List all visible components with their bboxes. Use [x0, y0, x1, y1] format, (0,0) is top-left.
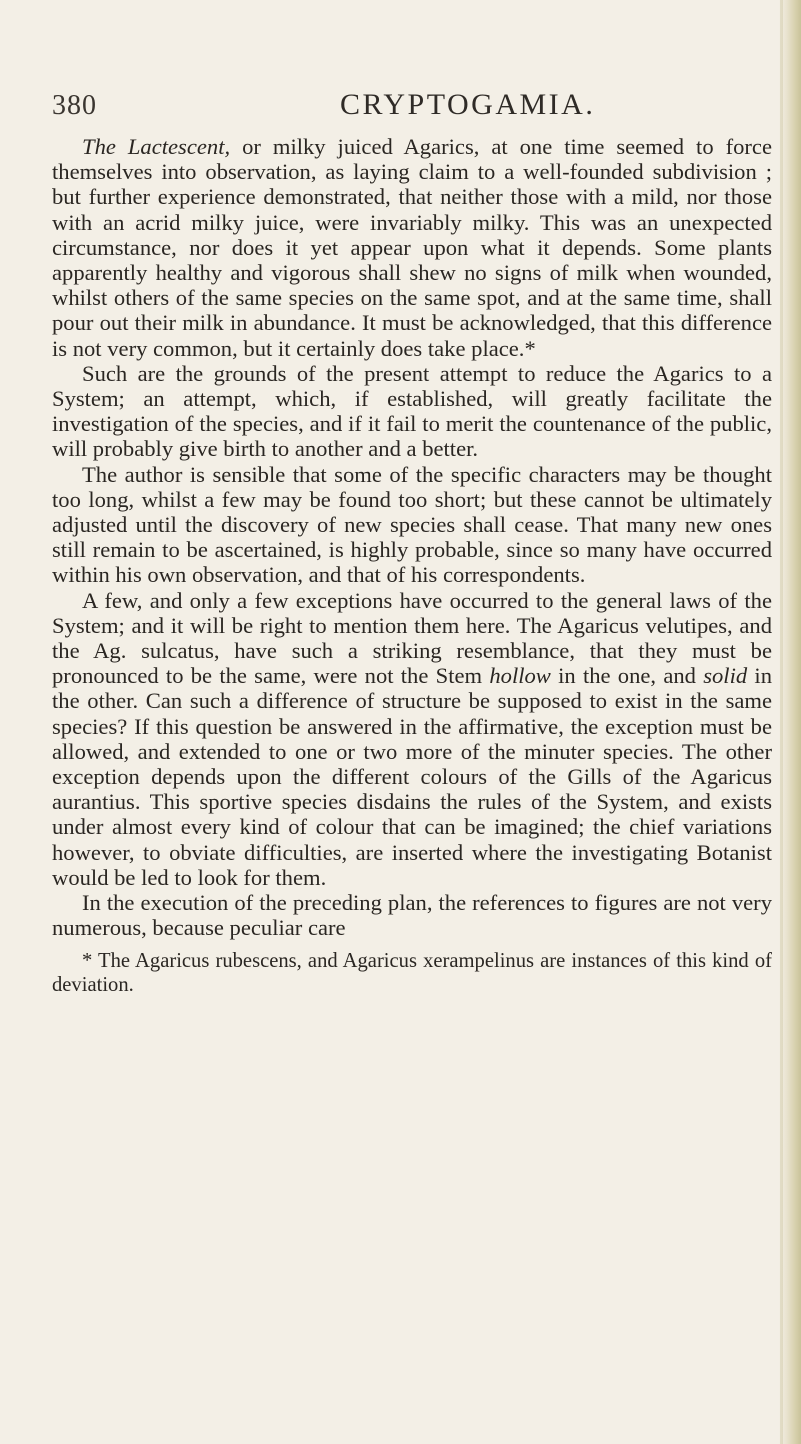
paragraph-text: The author is sensible that some of the specific characters may be thought too long, whilst a few may be found too short; but these cannot be ultimately adjusted until the discovery of new species shall cease. That many new ones still remain to be ascertained, is highly probable, since so many have occurred within his own observation, and that of his correspondents.: [52, 461, 772, 588]
page-edge-shadow: [780, 0, 783, 1444]
paragraph-exceptions: [52, 588, 772, 890]
paragraph-text: In the execution of the preceding plan, the references to figures are not very numerous, because peculiar care: [52, 890, 772, 941]
lactescent-term: The Lactescent,: [82, 134, 231, 159]
page-content: [52, 88, 772, 997]
running-head: [52, 88, 772, 128]
paragraph-author: [52, 462, 772, 588]
paragraph-grounds: [52, 361, 772, 462]
hollow-term: hollow: [489, 663, 551, 689]
paragraph-text: in the other. Can such a difference of structure be supposed to exist in the same species? If this question be answered in the affirmative, the exception must be allowed, and extended to one or two more of the minuter species. The other exception depends upon the different colours of the Gills of the Agaricus aurantius. This sportive species disdains the rules of the System, and exists under almost every kind of colour that can be imagined; the chief variations however, to obviate difficulties, are inserted where the investigating Botanist would be led to look for them.: [52, 663, 772, 890]
footnote: * The Agaricus rubescens, and Agaricus xerampelinus are instances of this kind of deviation.: [52, 949, 772, 996]
paragraph-text: in the one, and: [550, 663, 704, 689]
paragraph-text: Such are the grounds of the present attempt to reduce the Agarics to a System; an attempt, which, if established, will greatly facilitate the investigation of the species, and if it fail to merit the countenance of the public, will probably give birth to another and a better.: [52, 360, 772, 462]
paragraph-lactescent: [52, 134, 772, 361]
running-title: CRYPTOGAMIA.: [340, 88, 596, 121]
page-number: 380: [52, 90, 97, 121]
paragraph-text: or milky juiced Agarics, at one time seemed to force themselves into observation, as laying claim to a well-founded subdivision ; but further experience demonstrated, that neither those with a mild, nor those with an acrid milky juice, were invariably milky. This was an unexpected circumstance, nor does it yet appear upon what it depends. Some plants apparently healthy and vigorous shall shew no signs of milk when wounded, whilst others of the same species on the same spot, and at the same time, shall pour out their milk in abundance. It must be acknowledged, that this difference is not very common, but it certainly does take place.*: [52, 134, 772, 361]
solid-term: solid: [703, 663, 748, 689]
body-text: [52, 134, 772, 941]
paragraph-text: A few, and only a few exceptions have occurred to the general laws of the System; and it will be right to mention them here. The Agaricus velutipes, and the Ag. sulcatus, have such a striking resemblance, that they must be pronounced to be the same, were not the Stem: [52, 587, 772, 689]
paragraph-execution: [52, 890, 772, 940]
